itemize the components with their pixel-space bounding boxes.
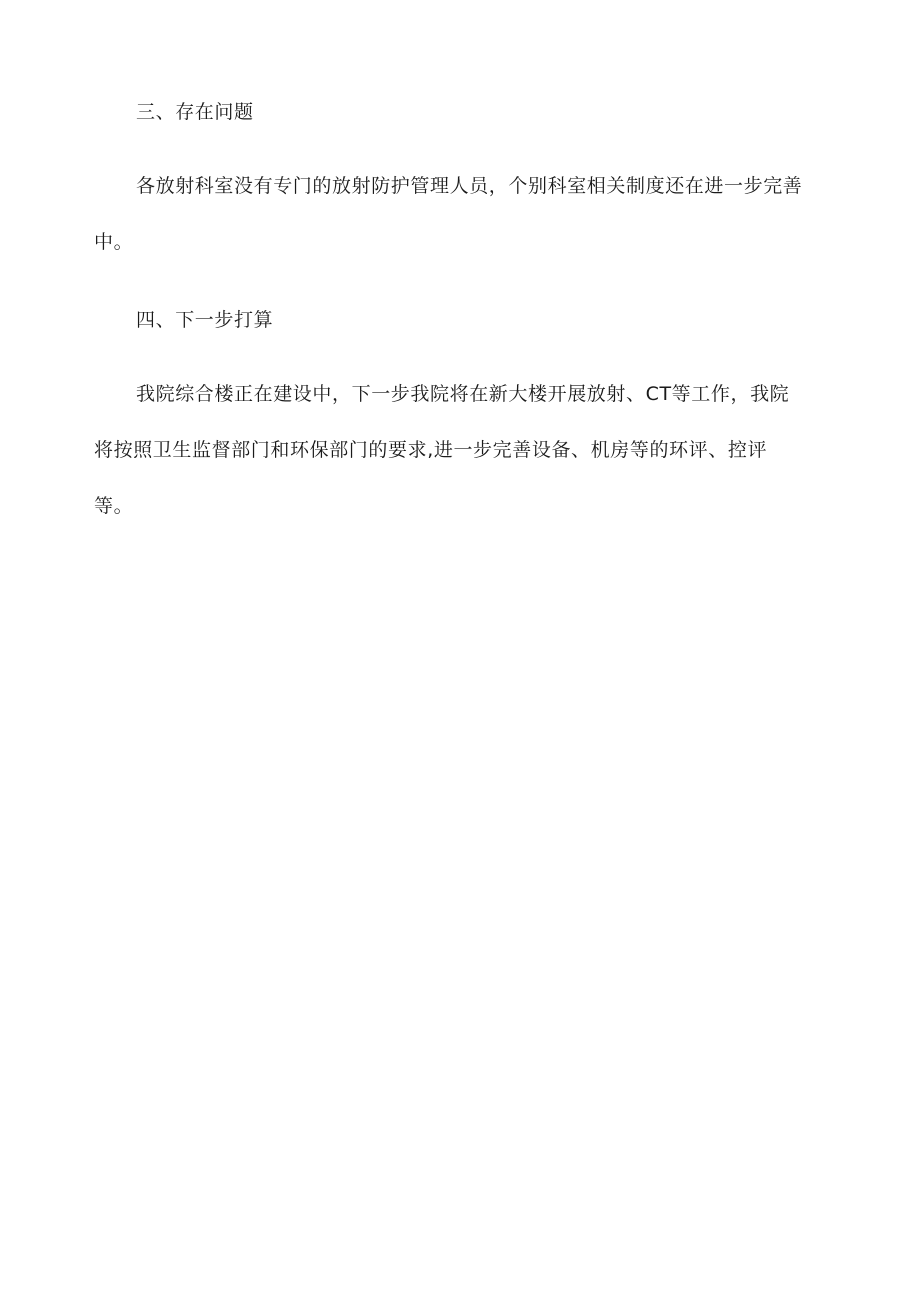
paragraph-line: 将按照卫生监督部门和环保部门的要求,进一步完善设备、机房等的环评、控评	[94, 439, 768, 461]
paragraph-line: 等。	[94, 495, 134, 517]
paragraph-line: 中。	[94, 231, 134, 253]
paragraph-line: 我院综合楼正在建设中，下一步我院将在新大楼开展放射、CT等工作，我院	[136, 383, 790, 405]
paragraph-line: 各放射科室没有专门的放射防护管理人员，个别科室相关制度还在进一步完善	[136, 175, 803, 197]
section-heading-problems: 三、存在问题	[136, 101, 254, 123]
section-heading-next-steps: 四、下一步打算	[136, 309, 274, 331]
